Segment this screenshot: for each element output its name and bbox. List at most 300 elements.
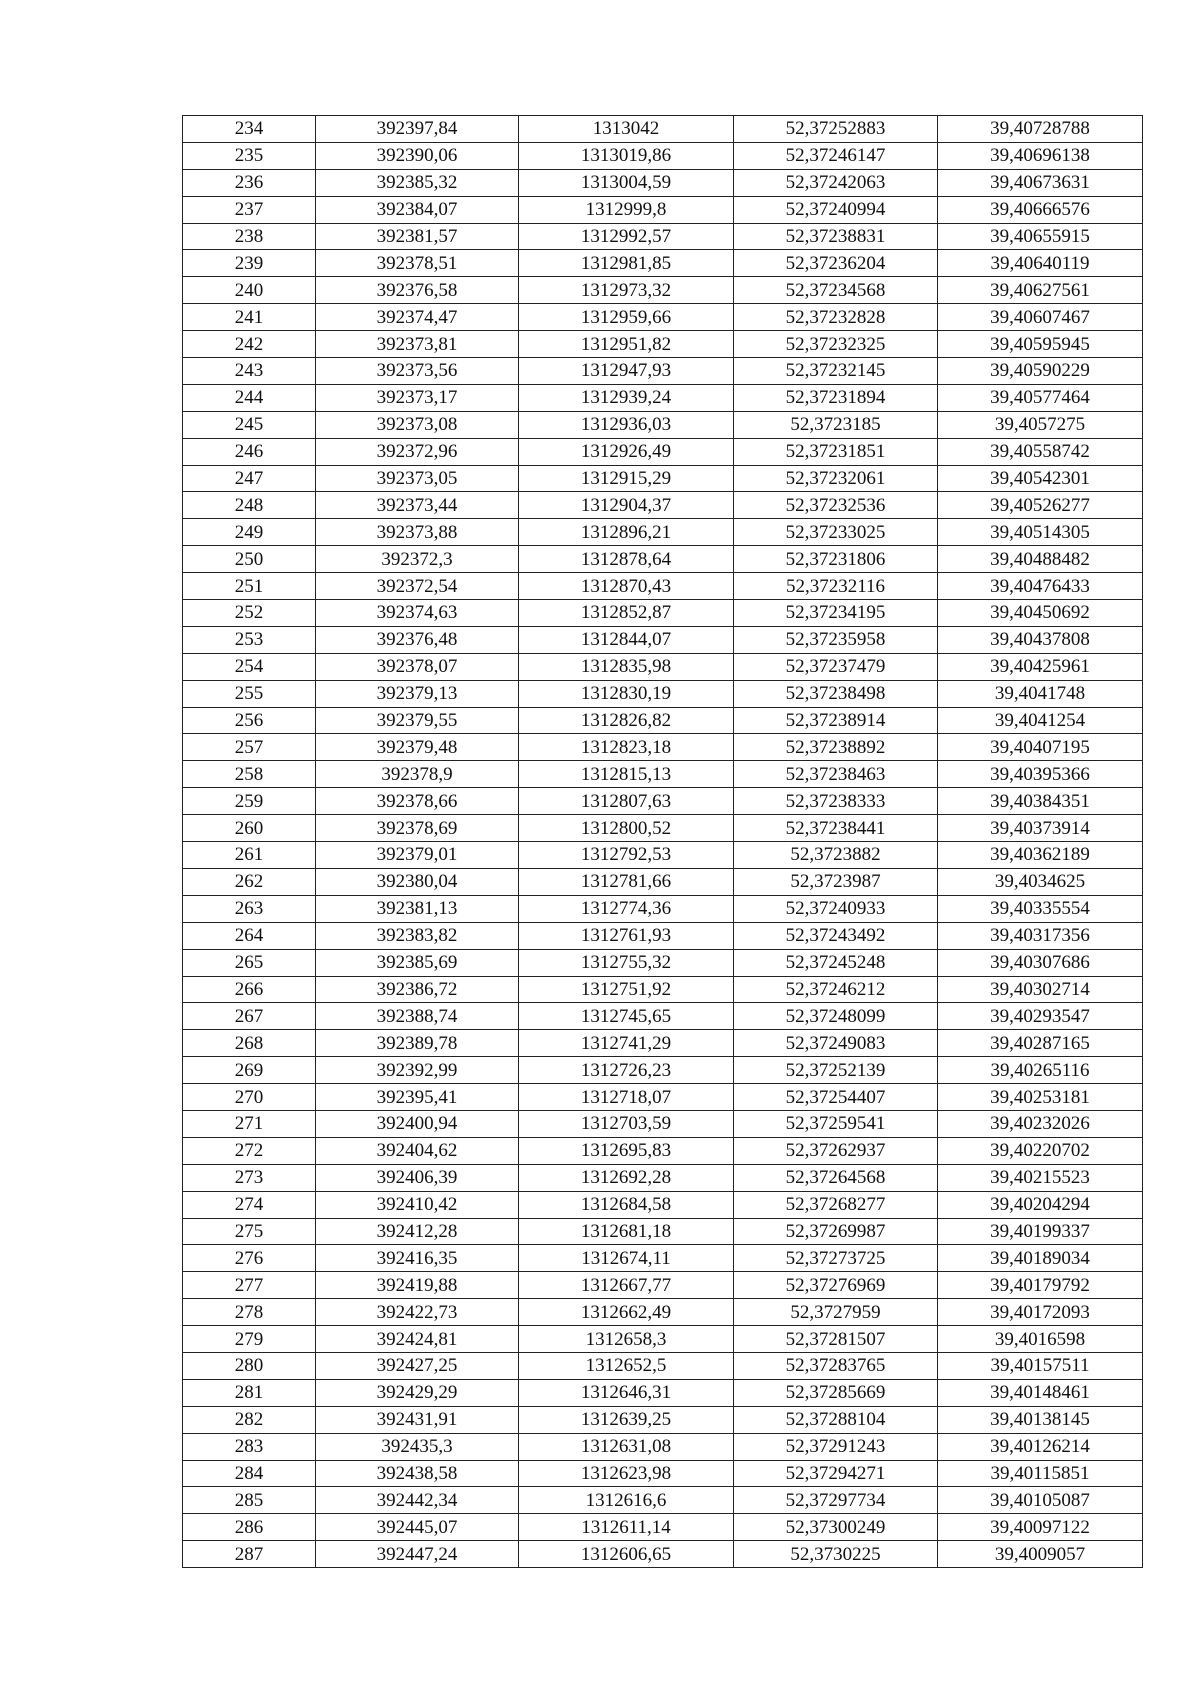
x-coordinate-cell: 392431,91 [316,1406,519,1433]
point-number-cell: 248 [183,492,316,519]
longitude-cell: 39,40199337 [938,1218,1143,1245]
y-coordinate-cell: 1312823,18 [519,734,734,761]
y-coordinate-cell: 1312631,08 [519,1433,734,1460]
x-coordinate-cell: 392412,28 [316,1218,519,1245]
longitude-cell: 39,40307686 [938,949,1143,976]
x-coordinate-cell: 392373,88 [316,519,519,546]
latitude-cell: 52,37238892 [734,734,938,761]
table-row [183,1084,1143,1111]
x-coordinate-cell: 392373,17 [316,384,519,411]
y-coordinate-cell: 1312981,85 [519,250,734,277]
y-coordinate-cell: 1312835,98 [519,653,734,680]
latitude-cell: 52,37249083 [734,1030,938,1057]
table-row [183,1057,1143,1084]
latitude-cell: 52,37232325 [734,331,938,358]
table-row [183,492,1143,519]
longitude-cell: 39,40157511 [938,1352,1143,1379]
y-coordinate-cell: 1312992,57 [519,223,734,250]
latitude-cell: 52,3723987 [734,868,938,895]
longitude-cell: 39,40395366 [938,761,1143,788]
longitude-cell: 39,40105087 [938,1487,1143,1514]
table-row [183,465,1143,492]
y-coordinate-cell: 1312792,53 [519,842,734,869]
point-number-cell: 260 [183,815,316,842]
point-number-cell: 247 [183,465,316,492]
latitude-cell: 52,37281507 [734,1326,938,1353]
latitude-cell: 52,37285669 [734,1379,938,1406]
longitude-cell: 39,40220702 [938,1137,1143,1164]
latitude-cell: 52,37300249 [734,1514,938,1541]
table-row [183,1433,1143,1460]
point-number-cell: 249 [183,519,316,546]
latitude-cell: 52,37259541 [734,1110,938,1137]
longitude-cell: 39,4041748 [938,680,1143,707]
y-coordinate-cell: 1312652,5 [519,1352,734,1379]
x-coordinate-cell: 392385,32 [316,169,519,196]
latitude-cell: 52,37243492 [734,922,938,949]
latitude-cell: 52,37232828 [734,304,938,331]
table-row [183,626,1143,653]
point-number-cell: 265 [183,949,316,976]
latitude-cell: 52,37283765 [734,1352,938,1379]
x-coordinate-cell: 392424,81 [316,1326,519,1353]
longitude-cell: 39,40362189 [938,842,1143,869]
table-row [183,734,1143,761]
coordinates-table-body [183,116,1143,1568]
y-coordinate-cell: 1312774,36 [519,895,734,922]
latitude-cell: 52,37240994 [734,196,938,223]
latitude-cell: 52,37288104 [734,1406,938,1433]
x-coordinate-cell: 392384,07 [316,196,519,223]
latitude-cell: 52,37236204 [734,250,938,277]
y-coordinate-cell: 1312718,07 [519,1084,734,1111]
table-row [183,600,1143,627]
longitude-cell: 39,40317356 [938,922,1143,949]
table-row [183,815,1143,842]
x-coordinate-cell: 392386,72 [316,976,519,1003]
longitude-cell: 39,40696138 [938,142,1143,169]
y-coordinate-cell: 1312662,49 [519,1299,734,1326]
point-number-cell: 246 [183,438,316,465]
longitude-cell: 39,40627561 [938,277,1143,304]
longitude-cell: 39,40595945 [938,331,1143,358]
y-coordinate-cell: 1312616,6 [519,1487,734,1514]
x-coordinate-cell: 392373,08 [316,411,519,438]
y-coordinate-cell: 1312761,93 [519,922,734,949]
point-number-cell: 266 [183,976,316,1003]
y-coordinate-cell: 1312878,64 [519,546,734,573]
longitude-cell: 39,40666576 [938,196,1143,223]
y-coordinate-cell: 1312692,28 [519,1164,734,1191]
latitude-cell: 52,3730225 [734,1541,938,1568]
table-row [183,1514,1143,1541]
y-coordinate-cell: 1312726,23 [519,1057,734,1084]
latitude-cell: 52,37231894 [734,384,938,411]
latitude-cell: 52,37252139 [734,1057,938,1084]
latitude-cell: 52,37238831 [734,223,938,250]
latitude-cell: 52,37238498 [734,680,938,707]
point-number-cell: 242 [183,331,316,358]
latitude-cell: 52,37231851 [734,438,938,465]
latitude-cell: 52,37232145 [734,358,938,385]
y-coordinate-cell: 1312695,83 [519,1137,734,1164]
point-number-cell: 255 [183,680,316,707]
y-coordinate-cell: 1312611,14 [519,1514,734,1541]
longitude-cell: 39,40384351 [938,788,1143,815]
table-row [183,1541,1143,1568]
point-number-cell: 287 [183,1541,316,1568]
x-coordinate-cell: 392385,69 [316,949,519,976]
x-coordinate-cell: 392378,51 [316,250,519,277]
latitude-cell: 52,37264568 [734,1164,938,1191]
point-number-cell: 282 [183,1406,316,1433]
x-coordinate-cell: 392438,58 [316,1460,519,1487]
table-row [183,1272,1143,1299]
y-coordinate-cell: 1312606,65 [519,1541,734,1568]
latitude-cell: 52,37238914 [734,707,938,734]
y-coordinate-cell: 1312852,87 [519,600,734,627]
longitude-cell: 39,40655915 [938,223,1143,250]
longitude-cell: 39,40542301 [938,465,1143,492]
point-number-cell: 284 [183,1460,316,1487]
y-coordinate-cell: 1312815,13 [519,761,734,788]
latitude-cell: 52,3723185 [734,411,938,438]
longitude-cell: 39,40302714 [938,976,1143,1003]
table-row [183,358,1143,385]
longitude-cell: 39,40189034 [938,1245,1143,1272]
table-row [183,1191,1143,1218]
x-coordinate-cell: 392381,13 [316,895,519,922]
longitude-cell: 39,40115851 [938,1460,1143,1487]
y-coordinate-cell: 1312904,37 [519,492,734,519]
point-number-cell: 272 [183,1137,316,1164]
table-row [183,842,1143,869]
y-coordinate-cell: 1312684,58 [519,1191,734,1218]
y-coordinate-cell: 1312844,07 [519,626,734,653]
longitude-cell: 39,40437808 [938,626,1143,653]
longitude-cell: 39,40488482 [938,546,1143,573]
latitude-cell: 52,37291243 [734,1433,938,1460]
latitude-cell: 52,37262937 [734,1137,938,1164]
table-row [183,788,1143,815]
table-row [183,519,1143,546]
longitude-cell: 39,40476433 [938,573,1143,600]
longitude-cell: 39,4041254 [938,707,1143,734]
table-row [183,949,1143,976]
longitude-cell: 39,40335554 [938,895,1143,922]
point-number-cell: 256 [183,707,316,734]
longitude-cell: 39,40097122 [938,1514,1143,1541]
table-row [183,1326,1143,1353]
point-number-cell: 285 [183,1487,316,1514]
point-number-cell: 244 [183,384,316,411]
latitude-cell: 52,3723882 [734,842,938,869]
y-coordinate-cell: 1313019,86 [519,142,734,169]
longitude-cell: 39,40590229 [938,358,1143,385]
table-row [183,1110,1143,1137]
longitude-cell: 39,40673631 [938,169,1143,196]
longitude-cell: 39,4016598 [938,1326,1143,1353]
longitude-cell: 39,40640119 [938,250,1143,277]
x-coordinate-cell: 392378,9 [316,761,519,788]
y-coordinate-cell: 1312973,32 [519,277,734,304]
y-coordinate-cell: 1313042 [519,116,734,143]
coordinates-table [182,115,1143,1568]
x-coordinate-cell: 392397,84 [316,116,519,143]
latitude-cell: 52,37297734 [734,1487,938,1514]
latitude-cell: 52,37234568 [734,277,938,304]
y-coordinate-cell: 1312703,59 [519,1110,734,1137]
point-number-cell: 279 [183,1326,316,1353]
table-row [183,277,1143,304]
x-coordinate-cell: 392372,54 [316,573,519,600]
point-number-cell: 253 [183,626,316,653]
table-row [183,922,1143,949]
x-coordinate-cell: 392400,94 [316,1110,519,1137]
longitude-cell: 39,40204294 [938,1191,1143,1218]
point-number-cell: 252 [183,600,316,627]
point-number-cell: 263 [183,895,316,922]
latitude-cell: 52,37232536 [734,492,938,519]
point-number-cell: 257 [183,734,316,761]
x-coordinate-cell: 392373,05 [316,465,519,492]
table-row [183,1245,1143,1272]
x-coordinate-cell: 392378,66 [316,788,519,815]
latitude-cell: 52,37233025 [734,519,938,546]
table-row [183,331,1143,358]
x-coordinate-cell: 392378,07 [316,653,519,680]
table-row [183,116,1143,143]
x-coordinate-cell: 392378,69 [316,815,519,842]
x-coordinate-cell: 392442,34 [316,1487,519,1514]
y-coordinate-cell: 1312741,29 [519,1030,734,1057]
latitude-cell: 52,37269987 [734,1218,938,1245]
table-row [183,653,1143,680]
latitude-cell: 52,3727959 [734,1299,938,1326]
longitude-cell: 39,40253181 [938,1084,1143,1111]
y-coordinate-cell: 1312959,66 [519,304,734,331]
x-coordinate-cell: 392373,44 [316,492,519,519]
longitude-cell: 39,40172093 [938,1299,1143,1326]
latitude-cell: 52,37237479 [734,653,938,680]
point-number-cell: 239 [183,250,316,277]
longitude-cell: 39,40287165 [938,1030,1143,1057]
table-row [183,546,1143,573]
point-number-cell: 273 [183,1164,316,1191]
x-coordinate-cell: 392373,81 [316,331,519,358]
point-number-cell: 240 [183,277,316,304]
latitude-cell: 52,37252883 [734,116,938,143]
longitude-cell: 39,40265116 [938,1057,1143,1084]
x-coordinate-cell: 392435,3 [316,1433,519,1460]
longitude-cell: 39,40728788 [938,116,1143,143]
longitude-cell: 39,40514305 [938,519,1143,546]
table-row [183,1164,1143,1191]
x-coordinate-cell: 392376,48 [316,626,519,653]
y-coordinate-cell: 1312658,3 [519,1326,734,1353]
point-number-cell: 278 [183,1299,316,1326]
x-coordinate-cell: 392410,42 [316,1191,519,1218]
longitude-cell: 39,40148461 [938,1379,1143,1406]
latitude-cell: 52,37231806 [734,546,938,573]
x-coordinate-cell: 392395,41 [316,1084,519,1111]
table-row [183,1487,1143,1514]
point-number-cell: 237 [183,196,316,223]
longitude-cell: 39,40293547 [938,1003,1143,1030]
y-coordinate-cell: 1312936,03 [519,411,734,438]
point-number-cell: 277 [183,1272,316,1299]
latitude-cell: 52,37240933 [734,895,938,922]
table-row [183,680,1143,707]
longitude-cell: 39,40373914 [938,815,1143,842]
y-coordinate-cell: 1312999,8 [519,196,734,223]
x-coordinate-cell: 392379,13 [316,680,519,707]
x-coordinate-cell: 392374,47 [316,304,519,331]
latitude-cell: 52,37248099 [734,1003,938,1030]
point-number-cell: 280 [183,1352,316,1379]
y-coordinate-cell: 1312674,11 [519,1245,734,1272]
x-coordinate-cell: 392404,62 [316,1137,519,1164]
y-coordinate-cell: 1312745,65 [519,1003,734,1030]
x-coordinate-cell: 392406,39 [316,1164,519,1191]
longitude-cell: 39,40215523 [938,1164,1143,1191]
point-number-cell: 281 [183,1379,316,1406]
y-coordinate-cell: 1312755,32 [519,949,734,976]
table-row [183,1352,1143,1379]
x-coordinate-cell: 392390,06 [316,142,519,169]
longitude-cell: 39,40407195 [938,734,1143,761]
table-row [183,761,1143,788]
latitude-cell: 52,37268277 [734,1191,938,1218]
longitude-cell: 39,40138145 [938,1406,1143,1433]
table-row [183,573,1143,600]
x-coordinate-cell: 392374,63 [316,600,519,627]
y-coordinate-cell: 1312623,98 [519,1460,734,1487]
table-row [183,223,1143,250]
latitude-cell: 52,37273725 [734,1245,938,1272]
point-number-cell: 271 [183,1110,316,1137]
x-coordinate-cell: 392422,73 [316,1299,519,1326]
x-coordinate-cell: 392419,88 [316,1272,519,1299]
y-coordinate-cell: 1312939,24 [519,384,734,411]
point-number-cell: 258 [183,761,316,788]
x-coordinate-cell: 392372,3 [316,546,519,573]
table-row [183,438,1143,465]
table-row [183,250,1143,277]
latitude-cell: 52,37294271 [734,1460,938,1487]
longitude-cell: 39,4034625 [938,868,1143,895]
y-coordinate-cell: 1312896,21 [519,519,734,546]
longitude-cell: 39,4009057 [938,1541,1143,1568]
latitude-cell: 52,37246212 [734,976,938,1003]
point-number-cell: 264 [183,922,316,949]
x-coordinate-cell: 392388,74 [316,1003,519,1030]
x-coordinate-cell: 392429,29 [316,1379,519,1406]
y-coordinate-cell: 1312830,19 [519,680,734,707]
longitude-cell: 39,40232026 [938,1110,1143,1137]
y-coordinate-cell: 1312915,29 [519,465,734,492]
table-row [183,304,1143,331]
table-row [183,1030,1143,1057]
x-coordinate-cell: 392379,55 [316,707,519,734]
latitude-cell: 52,37234195 [734,600,938,627]
x-coordinate-cell: 392392,99 [316,1057,519,1084]
y-coordinate-cell: 1312947,93 [519,358,734,385]
x-coordinate-cell: 392379,01 [316,842,519,869]
x-coordinate-cell: 392447,24 [316,1541,519,1568]
table-row [183,1406,1143,1433]
point-number-cell: 241 [183,304,316,331]
latitude-cell: 52,37232061 [734,465,938,492]
table-row [183,169,1143,196]
latitude-cell: 52,37276969 [734,1272,938,1299]
y-coordinate-cell: 1312681,18 [519,1218,734,1245]
x-coordinate-cell: 392445,07 [316,1514,519,1541]
table-row [183,1137,1143,1164]
latitude-cell: 52,37238333 [734,788,938,815]
table-row [183,1003,1143,1030]
table-row [183,895,1143,922]
x-coordinate-cell: 392380,04 [316,868,519,895]
latitude-cell: 52,37235958 [734,626,938,653]
point-number-cell: 275 [183,1218,316,1245]
x-coordinate-cell: 392376,58 [316,277,519,304]
point-number-cell: 238 [183,223,316,250]
point-number-cell: 283 [183,1433,316,1460]
point-number-cell: 286 [183,1514,316,1541]
table-row [183,196,1143,223]
y-coordinate-cell: 1312951,82 [519,331,734,358]
y-coordinate-cell: 1312667,77 [519,1272,734,1299]
y-coordinate-cell: 1312781,66 [519,868,734,895]
longitude-cell: 39,40425961 [938,653,1143,680]
x-coordinate-cell: 392427,25 [316,1352,519,1379]
x-coordinate-cell: 392416,35 [316,1245,519,1272]
point-number-cell: 268 [183,1030,316,1057]
x-coordinate-cell: 392381,57 [316,223,519,250]
table-row [183,1299,1143,1326]
point-number-cell: 236 [183,169,316,196]
latitude-cell: 52,37238463 [734,761,938,788]
point-number-cell: 243 [183,358,316,385]
point-number-cell: 262 [183,868,316,895]
y-coordinate-cell: 1312751,92 [519,976,734,1003]
table-row [183,707,1143,734]
table-row [183,142,1143,169]
table-row [183,1218,1143,1245]
latitude-cell: 52,37238441 [734,815,938,842]
table-row [183,976,1143,1003]
table-row [183,411,1143,438]
point-number-cell: 276 [183,1245,316,1272]
x-coordinate-cell: 392379,48 [316,734,519,761]
y-coordinate-cell: 1312826,82 [519,707,734,734]
table-row [183,384,1143,411]
point-number-cell: 269 [183,1057,316,1084]
x-coordinate-cell: 392383,82 [316,922,519,949]
latitude-cell: 52,37254407 [734,1084,938,1111]
y-coordinate-cell: 1313004,59 [519,169,734,196]
longitude-cell: 39,40558742 [938,438,1143,465]
table-row [183,1379,1143,1406]
point-number-cell: 261 [183,842,316,869]
point-number-cell: 250 [183,546,316,573]
x-coordinate-cell: 392373,56 [316,358,519,385]
y-coordinate-cell: 1312926,49 [519,438,734,465]
x-coordinate-cell: 392389,78 [316,1030,519,1057]
longitude-cell: 39,40450692 [938,600,1143,627]
point-number-cell: 259 [183,788,316,815]
